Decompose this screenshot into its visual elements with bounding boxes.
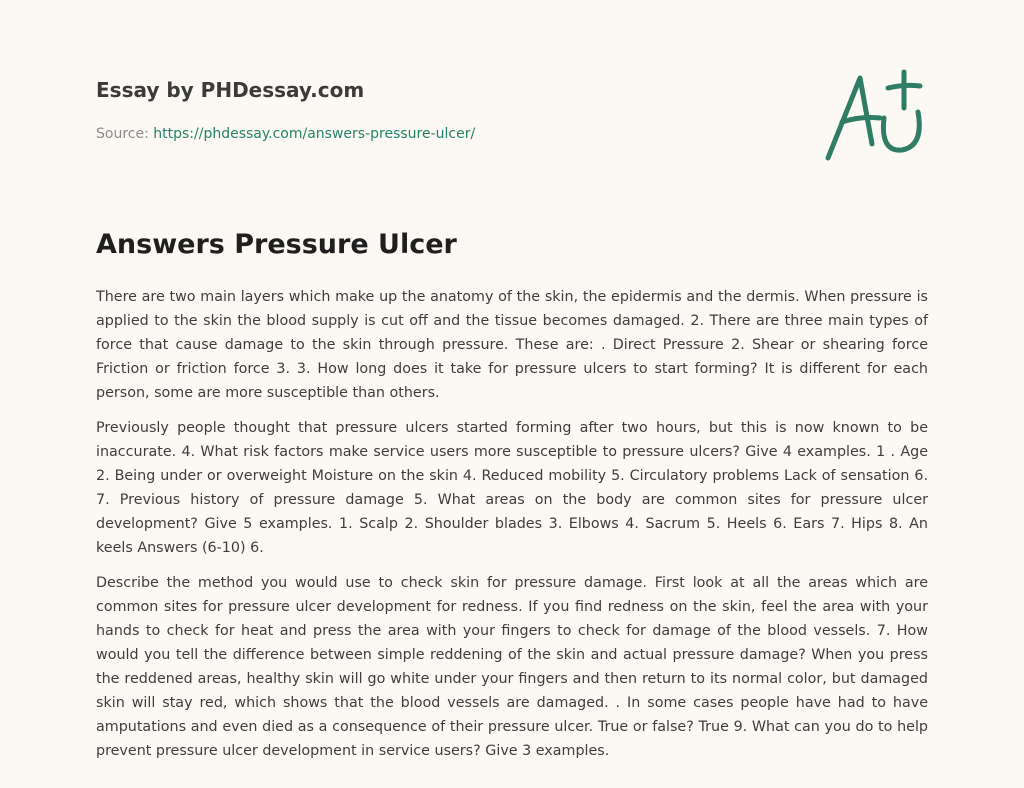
article-paragraph: Previously people thought that pressure ulcers started forming after two hours, but this is now known to be inaccurate. 4. What risk factors make service users more susceptible to pressure ulcers? Give 4 examples. 1 . Age 2. Being under or overweight Moisture on the skin 4. Reduced mobility 5. Circulatory problems Lack of sensation 6. 7. Previous history of pressure damage 5. What areas on the body are common sites for pressure ulcer development? Give 5 examples. 1. Scalp 2. Shoulder blades 3. Elbows 4. Sacrum 5. Heels 6. Ears 7. Hips 8. An keels Answers (6-10) 6.: [96, 420, 928, 556]
source-label: Source:: [96, 126, 149, 142]
source-link[interactable]: https://phdessay.com/answers-pressure-ulcer/: [153, 126, 476, 142]
article-paragraph: Describe the method you would use to check skin for pressure damage. First look at all the areas which are common sites for pressure ulcer development for redness. If you find redness on the skin, feel the area with your hands to check for heat and press the area with your fingers to check for damage of the blood vessels. 7. How would you tell the difference between simple reddening of the skin and actual pressure damage? When you press the reddened areas, healthy skin will go white under your fingers and then return to its normal color, but damaged skin will stay red, which shows that the blood vessels are damaged. . In some cases people have had to have amputations and even died as a consequence of their pressure ulcer. True or false? True 9. What can you do to help prevent pressure ulcer development in service users? Give 3 examples.: [96, 575, 928, 759]
article-paragraph: There are two main layers which make up the anatomy of the skin, the epidermis and the dermis. When pressure is applied to the skin the blood supply is cut off and the tissue becomes damaged. 2. There are three main types of force that cause damage to the skin through pressure. These are: . Direct Pressure 2. Shear or shearing force Friction or friction force 3. 3. How long does it take for pressure ulcers to start forming? It is different for each person, some are more susceptible than others.: [96, 289, 928, 401]
page-header: [96, 76, 696, 144]
article-body: [96, 285, 928, 774]
a-plus-logo-icon: [820, 66, 930, 166]
source-line: [96, 124, 696, 144]
site-brand: Essay by PHDessay.com: [96, 78, 365, 102]
page-title: Answers Pressure Ulcer: [96, 229, 457, 260]
